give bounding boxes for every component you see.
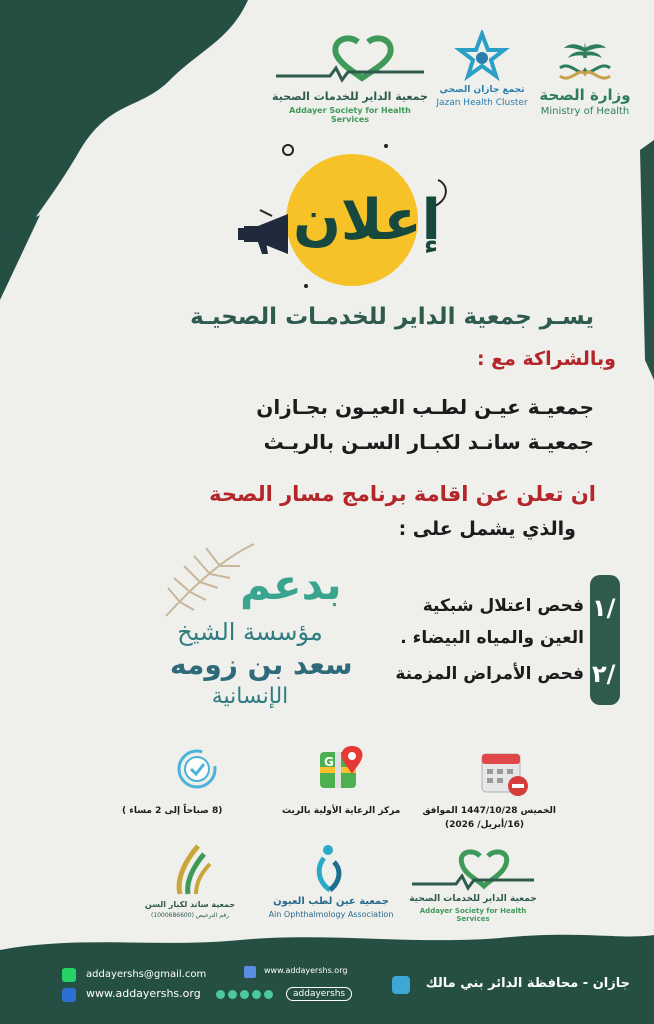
intro-line: يسـر جمعية الداير للخدمـات الصحيـة <box>190 304 594 330</box>
moh-arabic: وزارة الصحة <box>539 86 631 104</box>
jazan-english: Jazan Health Cluster <box>436 98 528 108</box>
facebook-icon[interactable] <box>252 990 261 999</box>
snapchat-icon[interactable] <box>228 990 237 999</box>
item-number-2: ٢/ <box>592 660 616 688</box>
sponsor-name-line2: سعد بن زومه <box>170 648 353 681</box>
ain-logo <box>268 842 394 922</box>
sanad-logo <box>140 838 240 922</box>
heart-pulse-icon <box>408 848 538 892</box>
sanad-arabic: جمعية ساند لكبار السن <box>144 900 236 909</box>
social-icons <box>216 990 273 999</box>
addayer-bottom-english: Addayer Society for Health Services <box>419 907 527 923</box>
moh-logo <box>530 38 640 118</box>
footer-website[interactable]: www.addayershs.org <box>86 987 201 1000</box>
moh-english: Ministry of Health <box>540 106 630 117</box>
jazan-arabic: تجمع جازان الصحي <box>439 85 525 95</box>
star-icon <box>432 30 532 85</box>
date-line2: (16/أبريل/ 2026) <box>444 820 524 830</box>
svg-text:G: G <box>324 755 334 769</box>
sponsor-name-line1: مؤسسة الشيخ <box>177 618 323 646</box>
partner-line-sanad: جمعيـة سانـد لكبـار السـن بالريـث <box>263 430 594 454</box>
addayer-bottom-logo <box>408 848 538 923</box>
addayer-logo <box>270 34 430 124</box>
mail-icon <box>62 988 76 1002</box>
sanad-leaf-icon <box>140 838 240 898</box>
addayer-english: Addayer Society for Health Services <box>289 106 411 124</box>
palm-icon <box>530 38 640 88</box>
footer-website-2[interactable]: www.addayershs.org <box>264 966 348 975</box>
item-1-line1: فحص اعتلال شبكية <box>422 596 584 616</box>
partnership-line: وبالشراكة مع : <box>476 348 616 370</box>
clock-check-icon <box>172 744 222 794</box>
ain-english: Ain Ophthalmology Association <box>268 910 394 919</box>
item-1-line2: العين والمياه البيضاء . <box>400 628 584 648</box>
support-label: بدعم <box>240 560 342 609</box>
youtube-icon[interactable] <box>240 990 249 999</box>
sponsor-name-line3: الإنسانية <box>211 684 289 709</box>
whatsapp-icon <box>62 968 76 982</box>
announcement-badge-text: إعلان <box>293 188 441 253</box>
footer-email[interactable]: addayershs@gmail.com <box>86 969 207 980</box>
sanad-license: رقم الترخيص (1000686600) <box>151 912 229 919</box>
eye-figure-icon <box>268 842 394 894</box>
date-line1: الخميس 1447/10/28 الموافق <box>422 806 556 816</box>
calendar-icon <box>476 750 536 800</box>
time-text: (8 صباحاً إلى 2 مساء ) <box>122 806 223 816</box>
instagram-icon[interactable] <box>216 990 225 999</box>
addayer-bottom-arabic: جمعية الداير للخدمات الصحية <box>409 894 537 904</box>
location-text: مركز الرعاية الأولية بالريث <box>282 806 401 816</box>
ain-arabic: جمعية عين لطب العيون <box>273 896 389 907</box>
item-number-1: ١/ <box>592 594 616 622</box>
footer-handle[interactable]: addayershs <box>286 987 352 1001</box>
google-maps-icon <box>318 744 368 794</box>
twitter-icon[interactable] <box>264 990 273 999</box>
addayer-arabic: جمعية الداير للخدمات الصحية <box>272 90 428 103</box>
item-2-line1: فحص الأمراض المزمنة <box>395 664 584 684</box>
program-line: ان تعلن عن اقامة برنامج مسار الصحة <box>209 482 596 506</box>
jazan-logo <box>432 30 532 120</box>
globe-icon <box>244 966 256 978</box>
partner-line-ain: جمعيـة عيـن لطـب العيـون بجـازان <box>256 395 594 419</box>
location-pin-icon <box>392 976 410 994</box>
includes-line: والذي يشمل على : <box>398 518 576 540</box>
footer-address: جازان - محافظة الدائر بني مالك <box>425 976 630 991</box>
heart-pulse-icon <box>270 34 430 84</box>
